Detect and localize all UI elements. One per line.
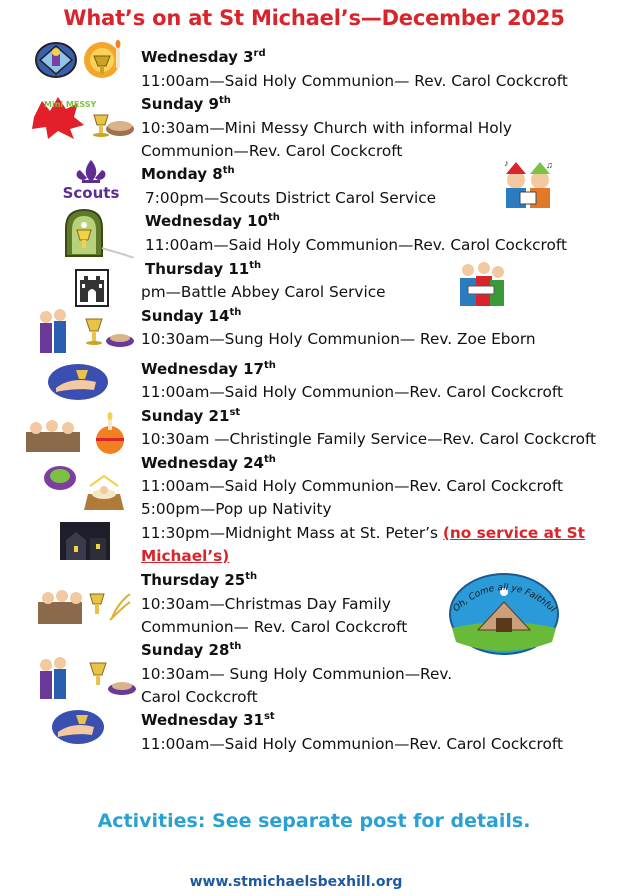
website-link[interactable]: www.stmichaelsbexhill.org bbox=[189, 874, 403, 890]
nativity-icon bbox=[40, 462, 130, 518]
event-detail: 7:00pm—Scouts District Carol Service bbox=[145, 189, 437, 207]
hand-chalice-icon bbox=[50, 708, 106, 746]
event-detail: 11:00am—Said Holy Communion—Rev. Carol Cockcroft bbox=[141, 735, 563, 753]
event-detail: Communion— Rev. Carol Cockcroft bbox=[141, 618, 408, 636]
hand-chalice-icon bbox=[46, 362, 110, 402]
o-come-all-ye-faithful-icon bbox=[448, 572, 560, 656]
sung-communion-icon bbox=[36, 655, 136, 701]
svg-text:♫: ♫ bbox=[546, 160, 553, 170]
event-detail: 10:30am— Sung Holy Communion—Rev. bbox=[141, 665, 453, 683]
stained-glass-communion-icon bbox=[34, 40, 134, 80]
event-detail: 11:00am—Said Holy Communion—Rev. Carol Cockcroft bbox=[141, 383, 563, 401]
event-day: Sunday 21st bbox=[141, 407, 241, 425]
christmas-communion-icon bbox=[36, 584, 132, 630]
event-detail: 10:30am—Sung Holy Communion— Rev. Zoe Eborn bbox=[141, 330, 536, 348]
event-day: Sunday 28th bbox=[141, 641, 242, 659]
no-service-note: Michael’s) bbox=[141, 547, 230, 565]
event-day: Wednesday 10th bbox=[145, 212, 280, 230]
event-detail: 11:00am—Said Holy Communion—Rev. Carol Cockcroft bbox=[145, 236, 567, 254]
choir-icon bbox=[458, 260, 506, 310]
sung-communion-icon bbox=[36, 305, 136, 355]
battle-abbey-icon bbox=[74, 268, 110, 308]
event-detail: 11:00am—Said Holy Communion—Rev. Carol Cockcroft bbox=[141, 477, 563, 495]
event-detail: Communion—Rev. Carol Cockcroft bbox=[141, 142, 403, 160]
event-day: Sunday 14th bbox=[141, 307, 242, 325]
event-detail: 10:30am —Christingle Family Service—Rev. Carol Cockcroft bbox=[141, 430, 597, 448]
event-detail: 10:30am—Christmas Day Family bbox=[141, 595, 391, 613]
page-title: What’s on at St Michael’s—December 2025 bbox=[63, 6, 565, 30]
mini-messy-logo-icon bbox=[30, 95, 135, 140]
event-day: Wednesday 17th bbox=[141, 360, 276, 378]
event-detail: Carol Cockcroft bbox=[141, 688, 258, 706]
chalice-window-icon bbox=[62, 208, 136, 258]
o-come-text: Oh, Come all ye Faithful bbox=[451, 582, 558, 615]
event-day: Monday 8th bbox=[141, 165, 235, 183]
scouts-logo-icon bbox=[54, 158, 128, 204]
event-day: Sunday 9th bbox=[141, 95, 231, 113]
event-detail: 11:00am—Said Holy Communion— Rev. Carol Cockcroft bbox=[141, 72, 568, 90]
svg-text:♪: ♪ bbox=[504, 158, 509, 168]
event-day: Thursday 11th bbox=[145, 260, 262, 278]
event-day: Thursday 25th bbox=[141, 571, 258, 589]
event-detail: 5:00pm—Pop up Nativity bbox=[141, 500, 332, 518]
activities-note: Activities: See separate post for details. bbox=[97, 810, 531, 832]
scouts-text: Scouts bbox=[62, 184, 120, 202]
event-day: Wednesday 24th bbox=[141, 454, 276, 472]
mini-messy-text: Mini MESSY bbox=[44, 100, 97, 109]
event-day: Wednesday 31st bbox=[141, 711, 275, 729]
christingle-icon bbox=[24, 412, 134, 458]
event-detail: 11:30pm—Midnight Mass at St. Peter’s (no service at St bbox=[141, 524, 585, 542]
no-service-note: (no service at St bbox=[442, 524, 585, 542]
st-peters-photo-icon bbox=[60, 522, 110, 560]
event-detail: 10:30am—Mini Messy Church with informal Holy bbox=[141, 119, 512, 137]
event-day: Wednesday 3rd bbox=[141, 48, 266, 66]
carol-singers-icon bbox=[500, 158, 556, 214]
event-detail: pm—Battle Abbey Carol Service bbox=[141, 283, 386, 301]
